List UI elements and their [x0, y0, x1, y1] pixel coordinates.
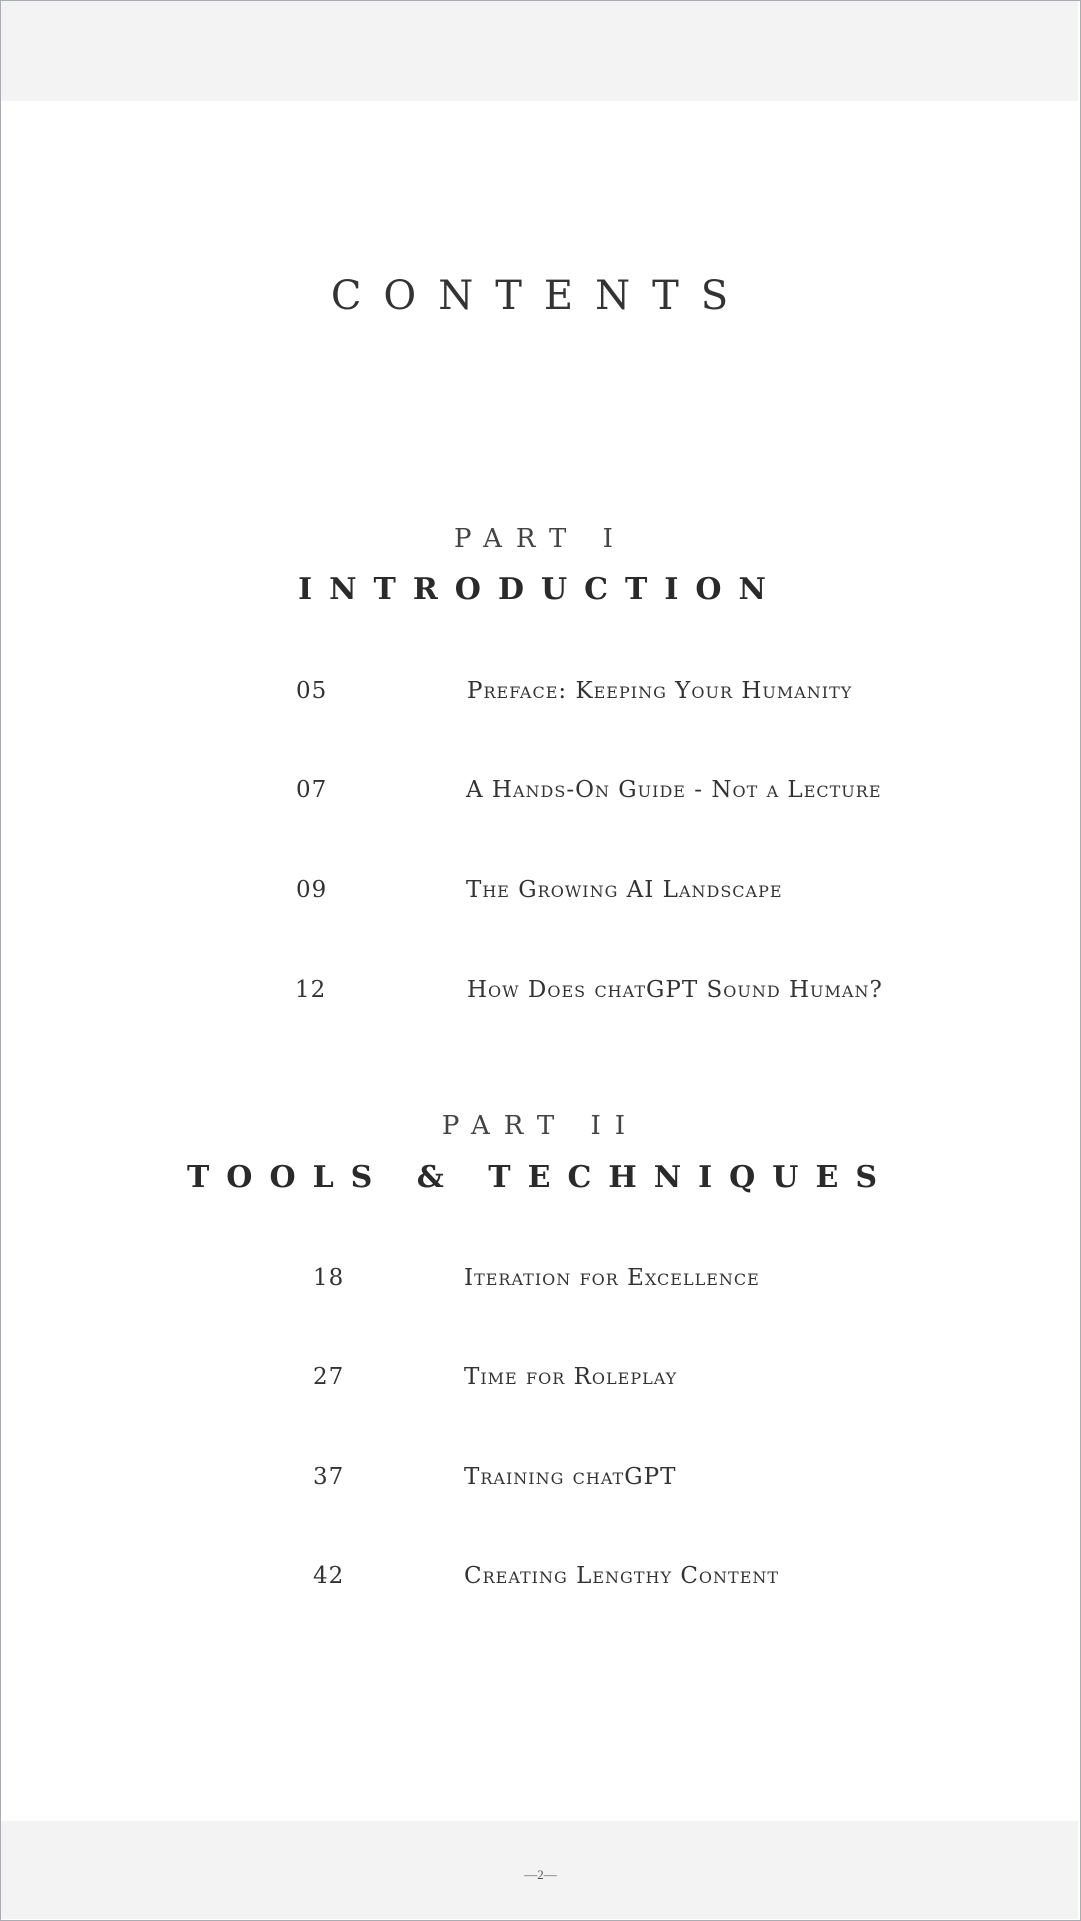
toc-entry-title: Training chatGPT	[464, 1464, 677, 1490]
toc-page-number: 42	[313, 1563, 345, 1589]
toc-entry-title: A Hands-On Guide - Not a Lecture	[466, 777, 882, 803]
toc-entry[interactable]	[0, 777, 1081, 817]
toc-entry-title: Iteration for Excellence	[464, 1265, 760, 1291]
part-1-title: INTRODUCTION	[298, 572, 783, 607]
toc-page-number: 27	[313, 1364, 345, 1390]
part-2-label: PART II	[441, 1111, 640, 1141]
toc-entry[interactable]	[0, 678, 1081, 718]
part-2-title: TOOLS & TECHNIQUES	[186, 1160, 894, 1195]
toc-entry[interactable]	[0, 977, 1081, 1017]
footer-page-number: —2—	[524, 1867, 557, 1882]
part-1-label: PART I	[454, 524, 627, 554]
toc-entry[interactable]	[0, 1364, 1081, 1404]
toc-page-number: 37	[313, 1464, 345, 1490]
toc-page-number: 18	[313, 1265, 345, 1291]
toc-entry-title: How Does chatGPT Sound Human?	[467, 977, 883, 1003]
toc-entry[interactable]	[0, 1265, 1081, 1305]
header-band	[1, 1, 1078, 101]
toc-page-number: 12	[295, 977, 327, 1003]
toc-entry-title: Preface: Keeping Your Humanity	[467, 678, 853, 704]
toc-page-number: 05	[296, 678, 328, 704]
toc-page-number: 09	[296, 877, 328, 903]
toc-entry-title: The Growing AI Landscape	[466, 877, 783, 903]
contents-heading: CONTENTS	[330, 273, 751, 319]
toc-entry-title: Creating Lengthy Content	[464, 1563, 780, 1589]
toc-page-number: 07	[296, 777, 328, 803]
toc-entry[interactable]	[0, 1464, 1081, 1504]
toc-entry-title: Time for Roleplay	[464, 1364, 678, 1390]
toc-entry[interactable]	[0, 1563, 1081, 1603]
toc-entry[interactable]	[0, 877, 1081, 917]
